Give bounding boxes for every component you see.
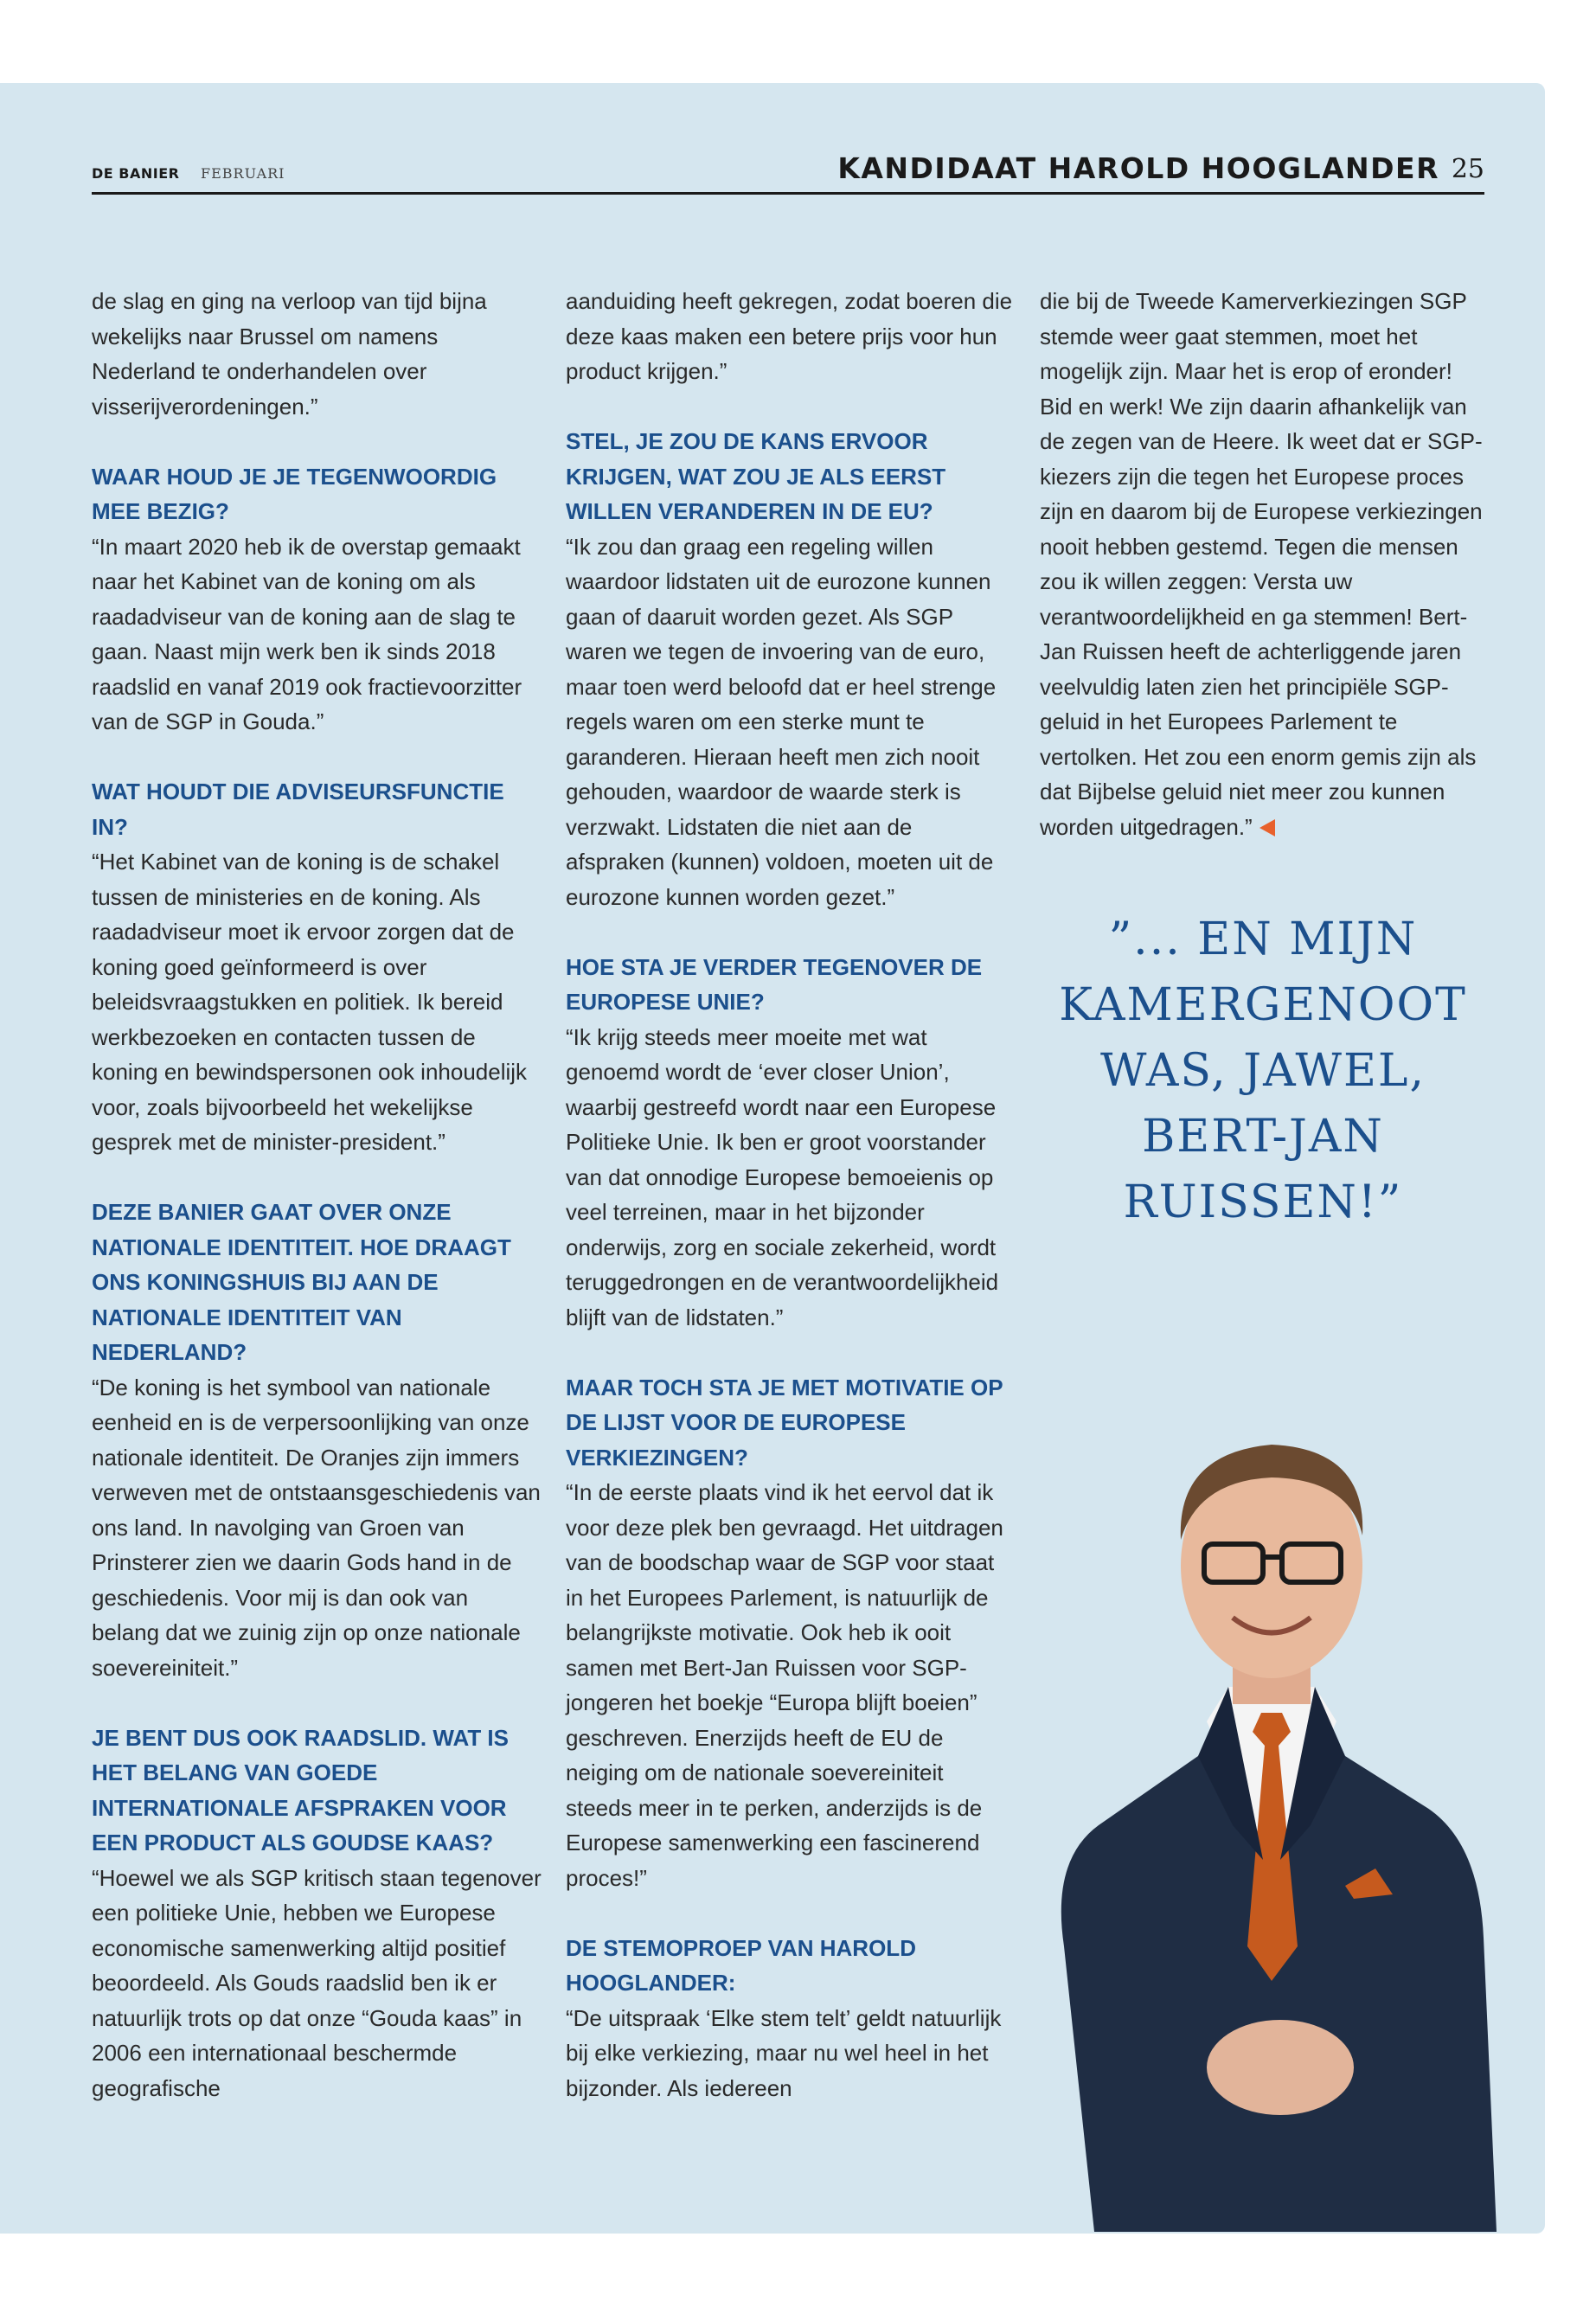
interview-answer: “De uitspraak ‘Elke stem telt’ geldt natuurlijk bij elke verkiezing, maar nu wel heel in het bijzonder. Als iedereen [566,2004,1002,2101]
interview-question: DEZE BANIER GAAT OVER ONZE NATIONALE IDENTITEIT. HOE DRAAGT ONS KONINGSHUIS BIJ AAN DE NATIONALE IDENTITEIT VAN NEDERLAND? [92,1199,511,1365]
interview-answer: “In de eerste plaats vind ik het eervol dat ik voor deze plek ben gevraagd. Het uitdragen van de boodschap waar de SGP voor staat in het Europees Parlement, is natuurlijk de belangrijkste motivatie. Ook heb ik ooit samen met Bert-Jan Ruissen voor SGP-jongeren het boekje “Europa blijft boeien” geschreven. Enerzijds heeft de EU de neiging om de nationale soevereiniteit steeds meer in te perken, anderzijds is de Europese samenwerking een fascinerend proces!” [566,1479,1003,1891]
interview-question: HOE STA JE VERDER TEGENOVER DE EUROPESE UNIE? [566,953,983,1015]
interview-question: WAT HOUDT DIE ADVISEURSFUNCTIE IN? [92,779,504,840]
issue-month: FEBRUARI [201,165,285,182]
article-section-title: KANDIDAAT HAROLD HOOGLANDER [837,151,1439,185]
interview-question: STEL, JE ZOU DE KANS ERVOOR KRIJGEN, WAT ZOU JE ALS EERST WILLEN VERANDEREN IN DE EU? [566,428,946,524]
paragraph: de slag en ging na verloop van tijd bijna wekelijks naar Brussel om namens Nederland te onderhandelen over visserijverordeningen.” [92,288,487,420]
paragraph: aanduiding heeft gekregen, zodat boeren die deze kaas maken een betere prijs voor hun product krijgen.” [566,288,1013,384]
interview-answer: “De koning is het symbool van nationale eenheid en is de verpersoonlijking van onze nationale identiteit. De Oranjes zijn immers verweven met de ontstaansgeschiedenis van ons land. In navolging van Groen van Prinsterer zien we daarin Gods hand in de geschiedenis. Voor mij is dan ook van belang dat we zuinig zijn op onze nationale soevereiniteit.” [92,1374,541,1681]
interview-answer: “Het Kabinet van de koning is de schakel tussen de ministeries en de koning. Als raadadviseur moet ik ervoor zorgen dat de koning goed geïnformeerd is over beleidsvraagstukken en politiek. Ik bereid werkbezoeken en contacten tussen de koning en bewindspersonen ook inhoudelijk voor, zoals bijvoorbeeld het wekelijkse gesprek met de minister-president.” [92,849,528,1155]
interview-answer: “Hoewel we als SGP kritisch staan tegenover een politieke Unie, hebben we Europese economische samenwerking altijd positief beoordeeld. Als Gouds raadslid ben ik er natuurlijk trots op dat onze “Gouda kaas” in 2006 een internationaal beschermde geografische [92,1864,542,2101]
interview-question: MAAR TOCH STA JE MET MOTIVATIE OP DE LIJST VOOR DE EUROPESE VERKIEZINGEN? [566,1374,1003,1471]
interview-answer: “Ik zou dan graag een regeling willen waardoor lidstaten uit de eurozone kunnen gaan of daaruit worden gezet. Als SGP waren we tegen de invoering van de euro, maar toen werd beloofd dat er heel strenge regels waren om een sterke munt te garanderen. Hieraan heeft men zich nooit gehouden, waardoor de waarde sterk is verzwakt. Lidstaten die niet aan de afspraken (kunnen) voldoen, moeten uit de eurozone kunnen worden gezet.” [566,533,997,910]
text-column-2 [566,284,1016,2106]
page-number: 25 [1451,154,1484,184]
pull-quote: ”... EN MIJN KAMERGENOOT WAS, JAWEL, BERT-JAN RUISSEN!” [1059,913,1467,1228]
interview-question: JE BENT DUS OOK RAADSLID. WAT IS HET BELANG VAN GOEDE INTERNATIONALE AFSPRAKEN VOOR EEN PRODUCT ALS GOUDSE KAAS? [92,1724,509,1856]
interview-question: WAAR HOUD JE JE TEGENWOORDIG MEE BEZIG? [92,463,497,524]
interview-question: DE STEMOPROEP VAN HAROLD HOOGLANDER: [566,1934,916,1996]
portrait-photo [1012,1202,1531,2232]
hands [1207,2020,1354,2115]
text-column-3 [1040,284,1490,844]
interview-answer: “In maart 2020 heb ik de overstap gemaakt naar het Kabinet van de koning om als raadadviseur van de koning aan de slag te gaan. Naast mijn werk ben ik sinds 2018 raadslid en vanaf 2019 ook fractievoorzitter van de SGP in Gouda.” [92,533,522,734]
paragraph [1040,284,1490,844]
interview-answer: “Ik krijg steeds meer moeite met wat genoemd wordt de ‘ever closer Union’, waarbij gestreefd wordt naar een Europese Politieke Unie. Ik ben er groot voorstander van dat onnodige Europese bemoeienis op veel terreinen, maar in het bijzonder onderwijs, zorg en sociale zekerheid, wordt teruggedrongen en de verantwoordelijkheid blijft van de lidstaten.” [566,1023,999,1330]
running-header [92,147,1484,195]
publication-name: DE BANIER [92,165,180,182]
text-column-1 [92,284,542,2106]
triangle-left-end-mark-icon [1259,819,1275,836]
closing-paragraph-text: die bij de Tweede Kamerverkiezingen SGP stemde weer gaat stemmen, moet het mogelijk zijn. Maar het is erop of eronder! Bid en werk! We zijn daarin afhankelijk van de zegen van de Heere. Ik weet dat er SGP-kiezers zijn die tegen het Europese proces zijn en daarom bij de Europese verkiezingen nooit hebben gestemd. Tegen die mensen zou ik willen zeggen: Versta uw verantwoordelijkheid en ga stemmen! Bert-Jan Ruissen heeft de achterliggende jaren veelvuldig laten zien het principiële SGP-geluid in het Europees Parlement te vertolken. Het zou een enorm gemis zijn als dat Bijbelse geluid niet meer zou kunnen worden uitgedragen.” [1040,288,1483,840]
